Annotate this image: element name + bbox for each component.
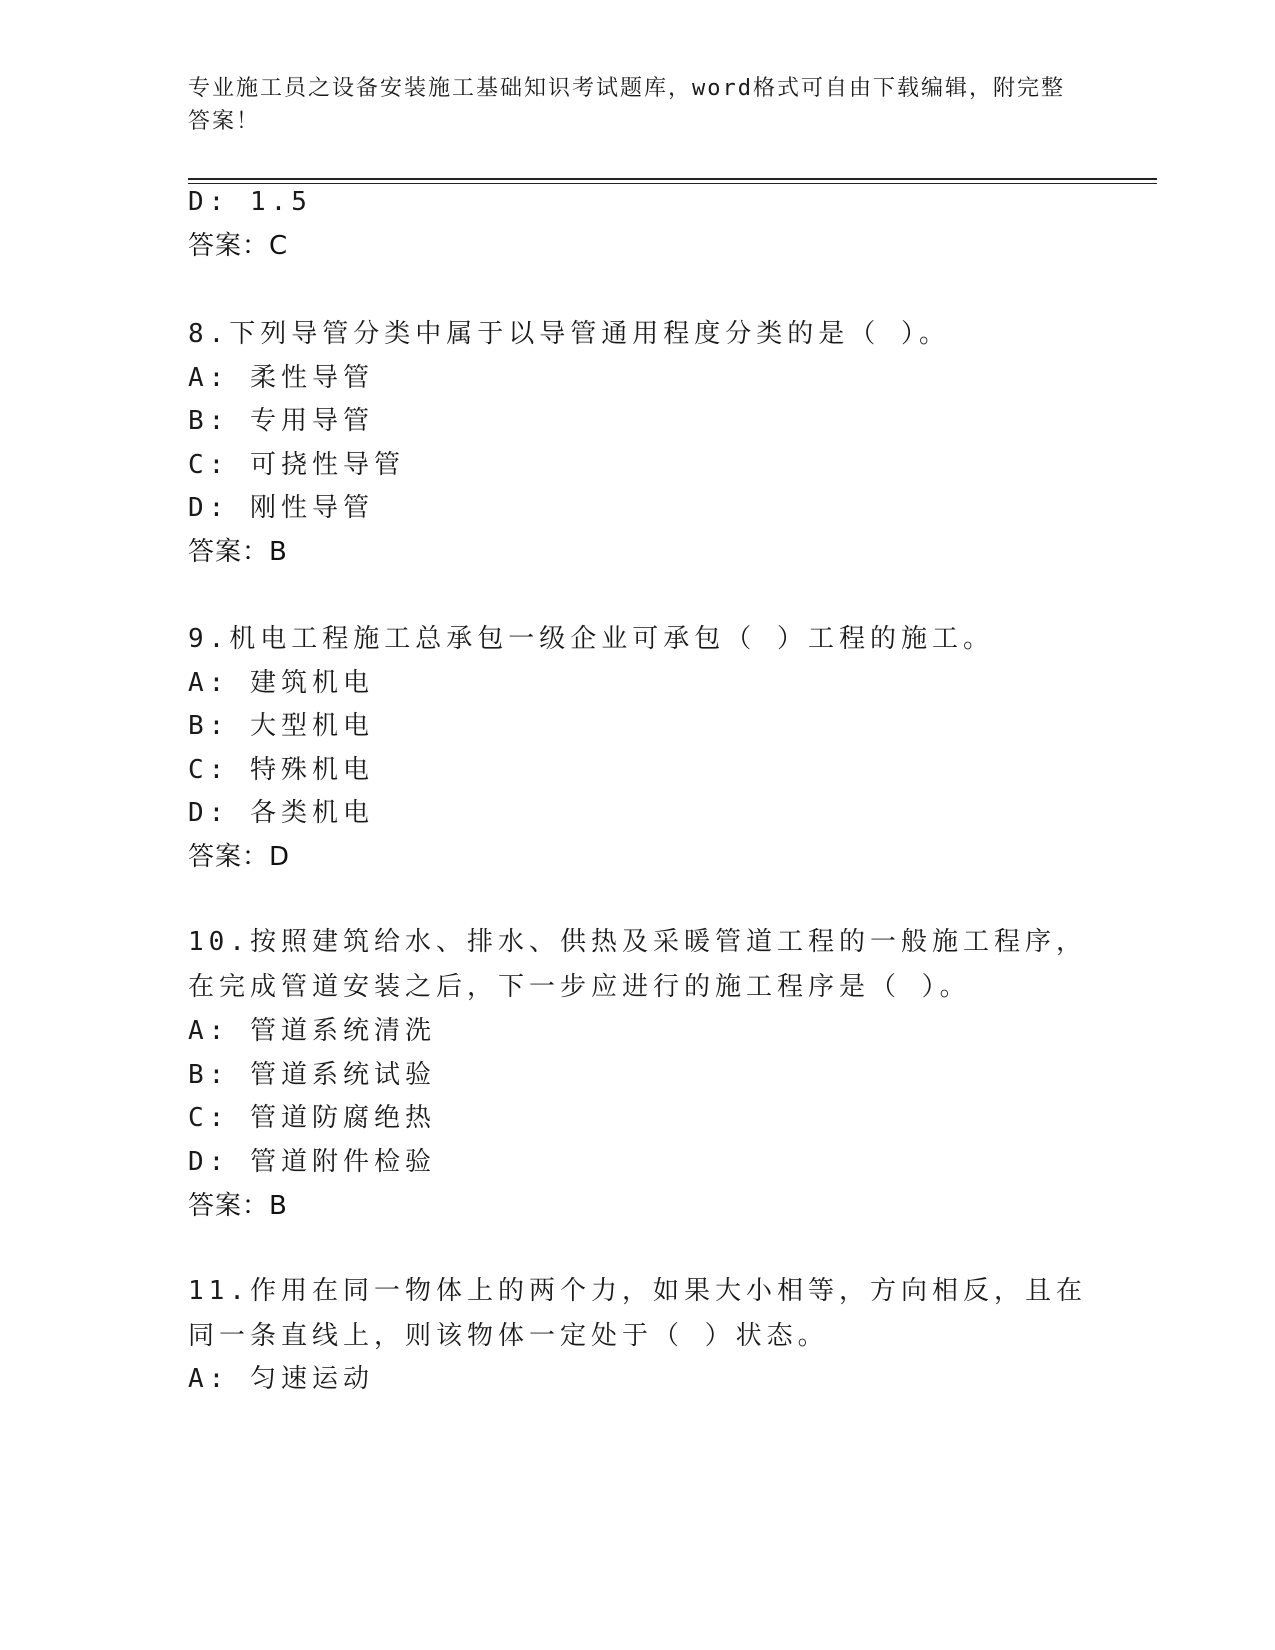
- option-c: C: 管道防腐绝热: [188, 1103, 436, 1133]
- option-c: C: 特殊机电: [188, 755, 374, 785]
- option-d: D: 1.5: [188, 187, 312, 217]
- option-a: A: 柔性导管: [188, 363, 374, 393]
- option-a: A: 匀速运动: [188, 1364, 374, 1394]
- option-c: C: 可挠性导管: [188, 450, 405, 480]
- header-divider-thin: [188, 183, 1157, 184]
- option-b: B: 管道系统试验: [188, 1060, 436, 1090]
- option-a: A: 建筑机电: [188, 668, 374, 698]
- option-d: D: 刚性导管: [188, 493, 374, 523]
- answer-text: 答案：D: [188, 842, 291, 872]
- question-stem: 9.机电工程施工总承包一级企业可承包（ ）工程的施工。: [188, 624, 994, 654]
- question-stem: 11.作用在同一物体上的两个力，如果大小相等，方向相反，且在同一条直线上，则该物体一定处于（ ）状态。: [188, 1276, 1087, 1351]
- option-a: A: 管道系统清洗: [188, 1016, 436, 1046]
- question-stem: 8.下列导管分类中属于以导管通用程度分类的是（ ）。: [188, 319, 950, 349]
- question-stem: 10.按照建筑给水、排水、供热及采暖管道工程的一般施工程序，在完成管道安装之后，下一步应进行的施工程序是（ ）。: [188, 927, 1087, 1002]
- option-d: D: 管道附件检验: [188, 1147, 436, 1177]
- answer-text: 答案：B: [188, 1191, 288, 1221]
- document-header: 专业施工员之设备安装施工基础知识考试题库，word格式可自由下载编辑，附完整答案！: [188, 76, 1065, 134]
- answer-text: 答案：B: [188, 537, 288, 567]
- header-divider-thick: [188, 178, 1157, 180]
- option-b: B: 大型机电: [188, 711, 374, 741]
- answer-text: 答案：C: [188, 231, 289, 261]
- option-d: D: 各类机电: [188, 798, 374, 828]
- option-b: B: 专用导管: [188, 406, 374, 436]
